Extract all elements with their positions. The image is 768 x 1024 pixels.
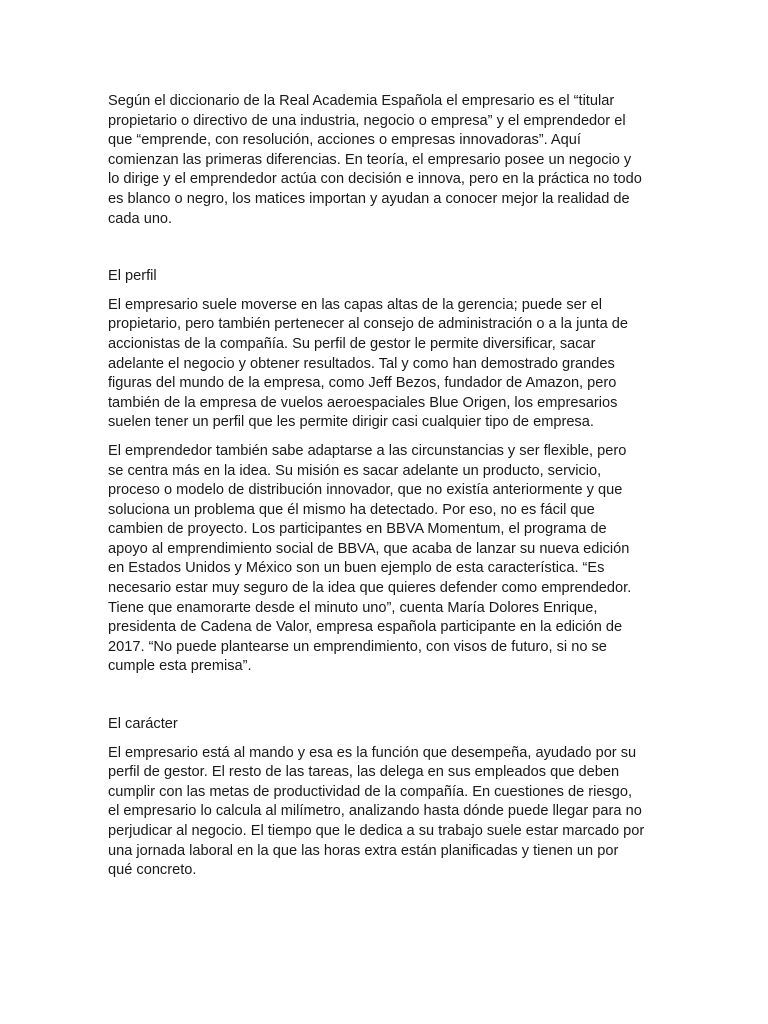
- document-body: [108, 92, 680, 881]
- perfil-paragraph-1: El empresario suele moverse en las capas altas de la gerencia; puede ser el propietario, pero también pertenecer al consejo de administración o a la junta de accionistas de la compañía. Su perfil de gestor le permite diversificar, sacar adelante el negocio y obtener resultados. Tal y como han demostrado grandes figuras del mundo de la empresa, como Jeff Bezos, fundador de Amazon, pero también de la empresa de vuelos aeroespaciales Blue Origen, los empresarios suelen tener un perfil que les permite dirigir casi cualquier tipo de empresa.: [108, 296, 629, 431]
- perfil-paragraph-2: El emprendedor también sabe adaptarse a las circunstancias y ser flexible, pero se centra más en la idea. Su misión es sacar adelante un producto, servicio, proceso o modelo de distribución innovador, que no existía anteriormente y que soluciona un problema que él mismo ha detectado. Por eso, no es fácil que cambien de proyecto. Los participantes en BBVA Momentum, el programa de apoyo al emprendimiento social de BBVA, que acaba de lanzar su nueva edición en Estados Unidos y México son un buen ejemplo de esta característica. “Es necesario estar muy seguro de la idea que quieres defender como emprendedor. Tiene que enamorarte desde el minuto uno”, cuenta María Dolores Enrique, presidenta de Cadena de Valor, empresa española participante en la edición de 2017. “No puede plantearse un emprendimiento, con visos de futuro, si no se cumple esta premisa”.: [108, 442, 632, 675]
- section-spacer: [108, 706, 680, 715]
- paragraph-spacer: [108, 735, 680, 744]
- section-heading-caracter: El carácter: [108, 716, 178, 733]
- section-spacer: [108, 258, 680, 267]
- section-heading-perfil: El perfil: [108, 268, 157, 285]
- paragraph-spacer: [108, 287, 680, 296]
- section-spacer: [108, 229, 680, 258]
- caracter-paragraph-1: El empresario está al mando y esa es la función que desempeña, ayudado por su perfil de gestor. El resto de las tareas, las delega en sus empleados que deben cumplir con las metas de productividad de la compañía. En cuestiones de riesgo, el empresario lo calcula al milímetro, analizando hasta dónde puede llegar para no perjudicar al negocio. El tiempo que le dedica a su trabajo suele estar marcado por una jornada laboral en la que las horas extra están planificadas y tienen un por qué concreto.: [108, 744, 645, 879]
- paragraph-spacer: [108, 433, 680, 442]
- section-spacer: [108, 677, 680, 706]
- intro-paragraph: Según el diccionario de la Real Academia Española el empresario es el “titular propietario o directivo de una industria, negocio o empresa” y el emprendedor el que “emprende, con resolución, acciones o empresas innovadoras”. Aquí comienzan las primeras diferencias. En teoría, el empresario posee un negocio y lo dirige y el emprendedor actúa con decisión e innova, pero en la práctica no todo es blanco o negro, los matices importan y ayudan a conocer mejor la realidad de cada uno.: [108, 93, 642, 227]
